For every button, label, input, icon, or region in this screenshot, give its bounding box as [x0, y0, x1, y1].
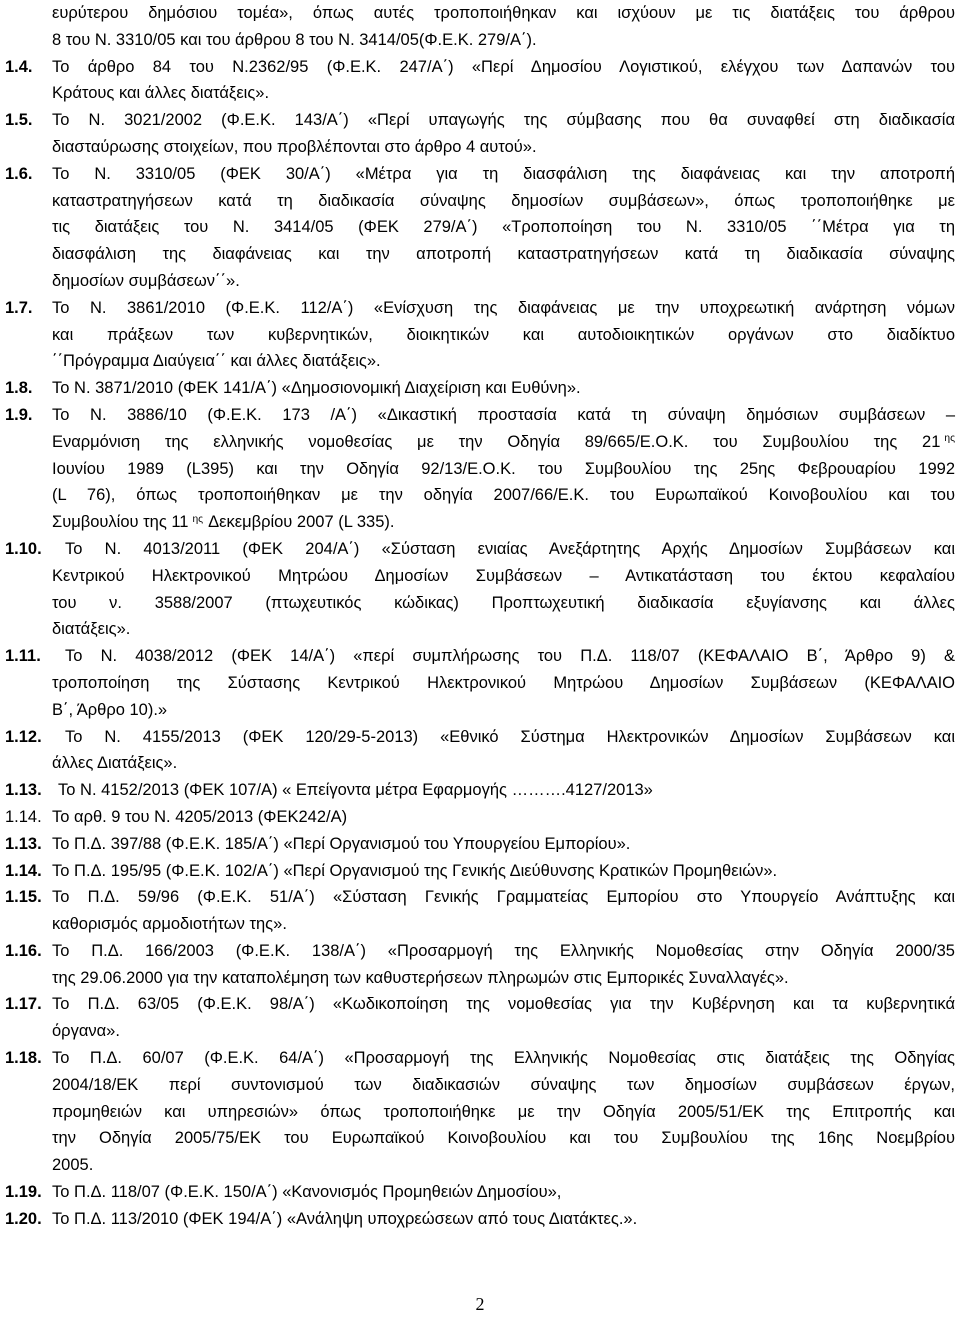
text-line [5, 884, 955, 911]
text-line: την Οδηγία 2005/75/ΕΚ του Ευρωπαϊκού Κοινοβουλίου και του Συμβουλίου της 16ης Νοεμβρίου [52, 1129, 955, 1148]
item-number: 1.4. [5, 57, 33, 76]
text-line: και πράξεων των κυβερνητικών, διοικητικών και αυτοδιοικητικών οργάνων στο διαδίκτυο [52, 325, 955, 344]
list-item [0, 1179, 955, 1206]
line-text: Το Ν. 3861/2010 (Φ.Ε.Κ. 112/Α΄) «Ενίσχυση της διαφάνειας με την υποχρεωτική ανάρτηση νόμων [52, 298, 955, 317]
item-number: 1.19. [5, 1183, 42, 1202]
list-item [0, 536, 955, 643]
item-number: 1.13. [5, 834, 42, 853]
list-item [0, 295, 955, 375]
text-line: 2005. [52, 1156, 94, 1175]
text-line [5, 375, 955, 402]
list-item [0, 991, 955, 1045]
text-line: Κεντρικού Ηλεκτρονικού Μητρώου Δημοσίων Συμβάσεων – Αντικατάσταση του έκτου κεφαλαίου [52, 566, 955, 585]
text-line: Ιουνίου 1989 (L395) και την Οδηγία 92/13/Ε.Ο.Κ. του Συμβουλίου της 25ης Φεβρουαρίου 1992 [52, 459, 955, 478]
item-number: 1.7. [5, 298, 33, 317]
text-line: διατάξεις». [52, 620, 131, 639]
line-text: Το Ν. 3021/2002 (Φ.Ε.Κ. 143/Α΄) «Περί υπαγωγής της σύμβασης που θα συναφθεί στη διαδικασία [52, 111, 955, 130]
line-text: Το Π.Δ. 118/07 (Φ.Ε.Κ. 150/Α΄) «Κανονισμός Προμηθειών Δημοσίου», [52, 1183, 562, 1202]
text-line: διασταύρωσης στοιχείων, που προβλέπονται στο άρθρο 4 αυτού». [52, 137, 537, 156]
item-number: 1.17. [5, 995, 42, 1014]
item-number: 1.8. [5, 379, 33, 398]
text-line: 8 του Ν. 3310/05 και του άρθρου 8 του Ν. 3414/05(Φ.Ε.Κ. 279/Α΄). [52, 30, 537, 49]
line-text: Δεκεμβρίου 2007 (L 335). [208, 513, 395, 532]
list-item [0, 804, 955, 831]
line-text: Το Π.Δ. 113/2010 (ΦΕΚ 194/Α΄) «Ανάληψη υποχρεώσεων από τους Διατάκτες.». [52, 1209, 638, 1228]
text-line [5, 831, 955, 858]
item-number: 1.14. [5, 807, 42, 826]
text-line [5, 295, 955, 322]
text-line [5, 643, 955, 670]
line-text: Εναρμόνιση της ελληνικής νομοθεσίας με την Οδηγία 89/665/Ε.Ο.Κ. του Συμβουλίου της 21 [52, 432, 941, 451]
list-item [0, 831, 955, 858]
text-line: καταστρατηγήσεων κατά τη διαδικασία σύναψης δημοσίων συμβάσεων», όπως τροποποιήθηκε με [52, 191, 955, 210]
list-item [0, 54, 955, 108]
text-line [5, 1045, 955, 1072]
ordinal-superscript: ης [192, 513, 204, 525]
paragraph [0, 0, 955, 54]
page-number: 2 [475, 1294, 485, 1314]
text-line [5, 777, 955, 804]
text-line [5, 938, 955, 965]
text-line: τις διατάξεις του Ν. 3414/05 (ΦΕΚ 279/Α΄) «Τροποποίηση του Ν. 3310/05 ΄΄Μέτρα για τη [52, 218, 955, 237]
text-line [5, 402, 955, 429]
item-number: 1.5. [5, 111, 33, 130]
text-line [5, 1179, 955, 1206]
ordinal-superscript: ης [944, 433, 955, 445]
text-line [52, 509, 955, 536]
item-number: 1.15. [5, 888, 42, 907]
text-line [5, 858, 955, 885]
line-text: Το Ν. 3310/05 (ΦΕΚ 30/Α΄) «Μέτρα για τη διασφάλιση της διαφάνειας και την αποτροπή [52, 164, 955, 183]
line-text: Το Ν. 4038/2012 (ΦΕΚ 14/Α΄) «περί συμπλήρωσης του Π.Δ. 118/07 (ΚΕΦΑΛΑΙΟ Β΄, Άρθρο 9) & [65, 647, 955, 666]
text-line [52, 429, 955, 456]
text-line: ευρύτερου δημόσιου τομέα», όπως αυτές τροποποιήθηκαν και ισχύουν με τις διατάξεις του άρθρου [52, 4, 955, 22]
line-text: Το άρθρο 84 του Ν.2362/95 (Φ.Ε.Κ. 247/Α΄) «Περί Δημοσίου Λογιστικού, ελέγχου των Δαπανών του [52, 57, 955, 76]
line-text: Το Ν. 3871/2010 (ΦΕΚ 141/Α΄) «Δημοσιονομική Διαχείριση και Ευθύνη». [52, 379, 581, 398]
text-line [5, 161, 955, 188]
item-number: 1.11. [5, 647, 41, 666]
item-number: 1.14. [5, 861, 42, 880]
line-text: Το Ν. 4152/2013 (ΦΕΚ 107/Α) « Επείγοντα μέτρα Εφαρμογής ……….4127/2013» [58, 781, 653, 800]
list-item [0, 938, 955, 992]
line-text: Το Π.Δ. 195/95 (Φ.Ε.Κ. 102/Α΄) «Περί Οργανισμού της Γενικής Διεύθυνσης Κρατικών Προμηθειών». [52, 861, 778, 880]
list-item [0, 643, 955, 723]
item-number: 1.20. [5, 1209, 42, 1228]
text-line: του ν. 3588/2007 (πτωχευτικός κώδικας) Προπτωχευτική διαδικασία εξυγίανσης και άλλες [52, 593, 955, 612]
item-number: 1.9. [5, 405, 33, 424]
item-number: 1.16. [5, 941, 42, 960]
line-text: Το Π.Δ. 63/05 (Φ.Ε.Κ. 98/Α΄) «Κωδικοποίηση της νομοθεσίας για την Κυβέρνηση και τα κυβερνητικά [52, 995, 955, 1014]
text-line [5, 1206, 955, 1233]
item-number: 1.13. [5, 781, 42, 800]
text-line [5, 991, 955, 1018]
text-line: Κράτους και άλλες διατάξεις». [52, 84, 270, 103]
text-line: άλλες Διατάξεις». [52, 754, 178, 773]
text-line [5, 54, 955, 81]
text-line: καθορισμός αρμοδιοτήτων της». [52, 915, 287, 934]
line-text: Το Ν. 4155/2013 (ΦΕΚ 120/29-5-2013) «Εθνικό Σύστημα Ηλεκτρονικών Δημοσίων Συμβάσεων και [65, 727, 955, 746]
list-item [0, 884, 955, 938]
item-number: 1.18. [5, 1049, 42, 1068]
text-line: προμηθειών και υπηρεσιών» όπως τροποποιήθηκε με την Οδηγία 2005/51/ΕΚ της Επιτροπής και [52, 1102, 955, 1121]
text-line [5, 804, 955, 831]
line-text: Το Π.Δ. 59/96 (Φ.Ε.Κ. 51/Α΄) «Σύσταση Γενικής Γραμματείας Εμπορίου στο Υπουργείο Ανάπτυξης και [52, 888, 955, 907]
line-text: Το Ν. 3886/10 (Φ.Ε.Κ. 173 /Α΄) «Δικαστική προστασία κατά τη σύναψη δημόσιων συμβάσεων – [52, 405, 955, 424]
text-line: της 29.06.2000 για την καταπολέμηση των καθυστερήσεων πληρωμών στις Εμπορικές Συναλλαγές». [52, 968, 789, 987]
line-text: Συμβουλίου της 11 [52, 513, 189, 532]
text-line: διασφάλιση της διαφάνειας και την αποτροπή καταστρατηγήσεων κατά τη διαδικασία σύναψης [52, 245, 955, 264]
text-line [5, 107, 955, 134]
line-text: Το Π.Δ. 166/2003 (Φ.Ε.Κ. 138/Α΄) «Προσαρμογή της Ελληνικής Νομοθεσίας στην Οδηγία 2000/35 [52, 941, 955, 960]
text-line [5, 724, 955, 751]
line-text: Το Π.Δ. 397/88 (Φ.Ε.Κ. 185/Α΄) «Περί Οργανισμού του Υπουργείου Εμπορίου». [52, 834, 631, 853]
text-line: όργανα». [52, 1022, 120, 1041]
line-text: Το Π.Δ. 60/07 (Φ.Ε.Κ. 64/Α΄) «Προσαρμογή της Ελληνικής Νομοθεσίας στις διατάξεις της Οδηγίας [52, 1049, 955, 1068]
text-line: Β΄, Άρθρο 10).» [52, 700, 168, 719]
item-number: 1.10. [5, 539, 42, 558]
list-item [0, 1045, 955, 1179]
text-line: τροποποίηση της Σύστασης Κεντρικού Ηλεκτρονικού Μητρώου Δημοσίων Συμβάσεων (ΚΕΦΑΛΑΙΟ [52, 673, 955, 692]
list-item [0, 1206, 955, 1233]
item-number: 1.12. [5, 727, 42, 746]
item-number: 1.6. [5, 164, 33, 183]
text-line: (L 76), όπως τροποποιήθηκαν με την οδηγία 2007/66/Ε.Κ. του Ευρωπαϊκού Κοινοβουλίου και του [52, 486, 955, 505]
list-item [0, 402, 955, 536]
line-text: Το αρθ. 9 του Ν. 4205/2013 (ΦΕΚ242/Α) [52, 807, 348, 826]
list-item [0, 161, 955, 295]
text-line: δημοσίων συμβάσεων΄΄». [52, 271, 240, 290]
line-text: Το Ν. 4013/2011 (ΦΕΚ 204/Α΄) «Σύσταση ενιαίας Ανεξάρτητης Αρχής Δημοσίων Συμβάσεων και [65, 539, 955, 558]
list-item [0, 375, 955, 402]
text-line: ΄΄Πρόγραμμα Διαύγεια΄΄ και άλλες διατάξεις». [52, 352, 381, 371]
list-item [0, 777, 955, 804]
list-item [0, 107, 955, 161]
list-item [0, 858, 955, 885]
text-line [5, 536, 955, 563]
text-line: 2004/18/ΕΚ περί συντονισμού των διαδικασιών σύναψης των δημοσίων συμβάσεων έργων, [52, 1075, 955, 1094]
list-item [0, 724, 955, 778]
